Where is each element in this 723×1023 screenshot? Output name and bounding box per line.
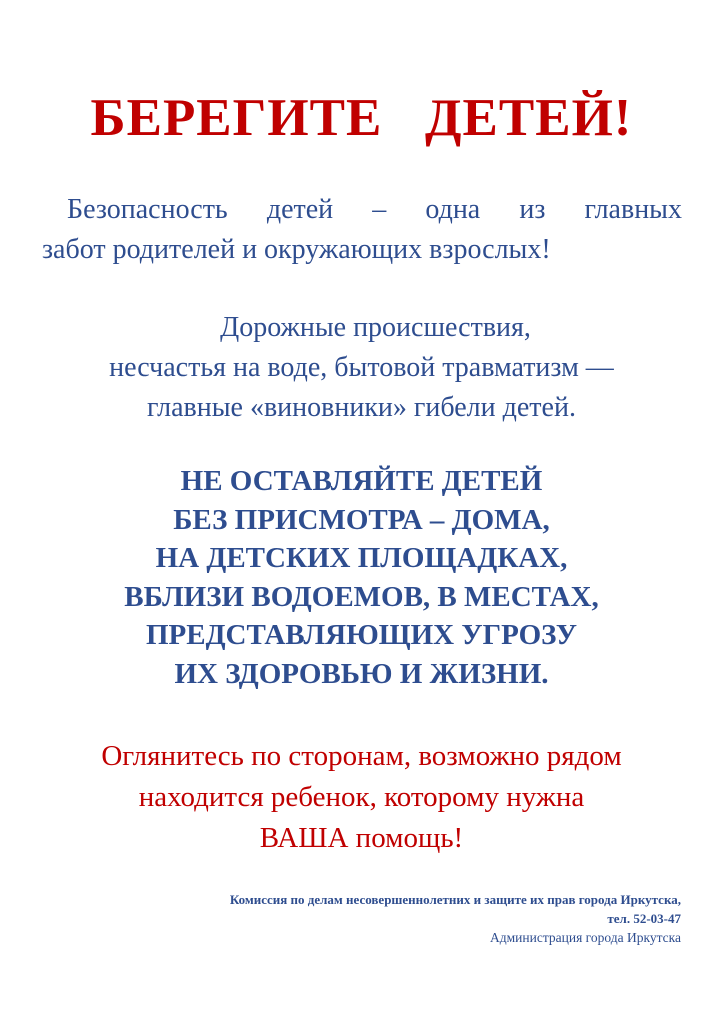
warning-line: ИХ ЗДОРОВЬЮ И ЖИЗНИ. — [174, 657, 549, 690]
intro-paragraph — [42, 190, 682, 270]
warning-line: НА ДЕТСКИХ ПЛОЩАДКАХ, — [155, 542, 568, 574]
causes-line: Дорожные происшествия, — [192, 312, 531, 343]
footer-signature — [41, 890, 681, 947]
commission-phone: тел. 52-03-47 — [607, 911, 681, 926]
warning-line: НЕ ОСТАВЛЯЙТЕ ДЕТЕЙ — [180, 465, 543, 497]
warning-line: ПРЕДСТАВЛЯЮЩИХ УГРОЗУ — [145, 619, 578, 651]
intro-line: Безопасность детей – одна из главных — [67, 194, 682, 225]
commission-name: Комиссия по делам несовершеннолетних и защите их прав города Иркутска, — [229, 892, 681, 907]
warning-line: БЕЗ ПРИСМОТРА – ДОМА, — [173, 503, 550, 536]
causes-line: главные «виновники» гибели детей. — [147, 392, 576, 423]
appeal-paragraph — [0, 736, 723, 859]
poster-title: БЕРЕГИТЕ ДЕТЕЙ! — [90, 89, 633, 147]
causes-paragraph — [20, 308, 703, 428]
warning-block — [0, 462, 723, 693]
causes-line: несчастья на воде, бытовой травматизм — — [109, 352, 614, 383]
intro-line: забот родителей и окружающих взрослых! — [42, 234, 551, 265]
administration-name: Администрация города Иркутска — [490, 930, 681, 945]
appeal-line: находится ребенок, которому нужна — [138, 781, 585, 813]
warning-line: ВБЛИЗИ ВОДОЕМОВ, В МЕСТАХ, — [124, 580, 599, 613]
appeal-line: ВАША помощь! — [259, 822, 464, 854]
appeal-line: Оглянитесь по сторонам, возможно рядом — [101, 740, 622, 772]
